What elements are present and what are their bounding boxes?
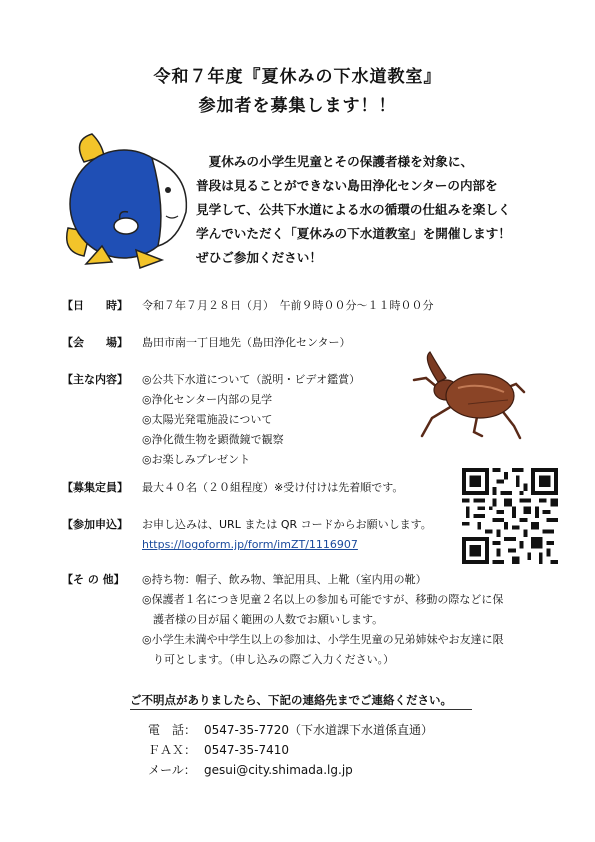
- capacity-value: 最大４０名（２０組程度）※受け付けは先着順です。: [142, 481, 404, 494]
- contact-fax: [148, 740, 289, 760]
- other-label: 【そ の 他】: [62, 573, 125, 586]
- list-item: ◎公共下水道について（説明・ビデオ鑑賞）: [142, 373, 361, 386]
- list-item: 護者様の目が届く範囲の人数でお願いします。: [142, 613, 384, 626]
- venue-label: 【会 場】: [62, 336, 128, 349]
- list-item: ◎お楽しみプレゼント: [142, 453, 251, 466]
- list-item: ◎小学生未満や中学生以上の参加は、小学生児童の兄弟姉妹やお友達に限: [142, 633, 504, 646]
- mail-value[interactable]: gesui@city.shimada.lg.jp: [204, 763, 353, 777]
- intro-line: 見学して、公共下水道による水の循環の仕組みを楽しく: [196, 202, 511, 217]
- apply-label: 【参加申込】: [62, 518, 128, 531]
- capacity-label: 【募集定員】: [62, 481, 128, 494]
- intro-paragraph: [196, 150, 568, 270]
- intro-line: ぜひご参加ください！: [196, 250, 322, 265]
- mail-label: メール：: [148, 763, 196, 777]
- date-label: 【日 時】: [62, 299, 128, 312]
- intro-line: 学んでいただく「夏休みの下水道教室」を開催します！: [196, 226, 511, 241]
- other-list: [142, 570, 504, 670]
- apply-text: お申し込みは、URL または QR コードからお願いします。: [142, 518, 432, 531]
- fax-value: 0547-35-7410: [204, 743, 290, 757]
- list-item: ◎太陽光発電施設について: [142, 413, 273, 426]
- intro-line: 普段は見ることができない島田浄化センターの内部を: [196, 178, 498, 193]
- fish-mascot-icon: [62, 128, 190, 270]
- contact-mail: [148, 760, 353, 780]
- date-value: 令和７年７月２８日（月） 午前９時００分～１１時００分: [142, 299, 434, 312]
- apply-content: [142, 515, 432, 555]
- list-item: ◎浄化センター内部の見学: [142, 393, 273, 406]
- content-label: 【主な内容】: [62, 373, 128, 386]
- list-item: ◎持ち物：帽子、飲み物、筆記用具、上靴（室内用の靴）: [142, 573, 427, 586]
- page-title: 令和７年度『夏休みの下水道教室』: [153, 67, 442, 87]
- list-item: ◎浄化微生物を顕微鏡で観察: [142, 433, 284, 446]
- page-subtitle: 参加者を募集します！！: [198, 96, 397, 116]
- content-list: [142, 370, 360, 470]
- fax-label: ＦＡＸ：: [148, 743, 197, 757]
- beetle-icon: [408, 352, 528, 438]
- tel-label: 電 話：: [148, 723, 197, 737]
- contact-tel: [148, 720, 433, 740]
- notice-underline: [130, 709, 472, 710]
- list-item: ◎保護者１名につき児童２名以上の参加も可能ですが、移動の際などに保: [142, 593, 504, 606]
- list-item: り可とします。（申し込みの際ご入力ください。）: [142, 653, 395, 666]
- tel-value: 0547-35-7720（下水道課下水道係直通）: [204, 723, 434, 737]
- contact-notice: ご不明点がありましたら、下記の連絡先までご連絡ください。: [130, 693, 452, 707]
- venue-value: 島田市南一丁目地先（島田浄化センター）: [142, 336, 351, 349]
- apply-url-link[interactable]: https://logoform.jp/form/imZT/1116907: [142, 538, 358, 551]
- intro-line: 夏休みの小学生児童とその保護者様を対象に、: [196, 154, 474, 169]
- qr-code-icon[interactable]: [462, 468, 558, 564]
